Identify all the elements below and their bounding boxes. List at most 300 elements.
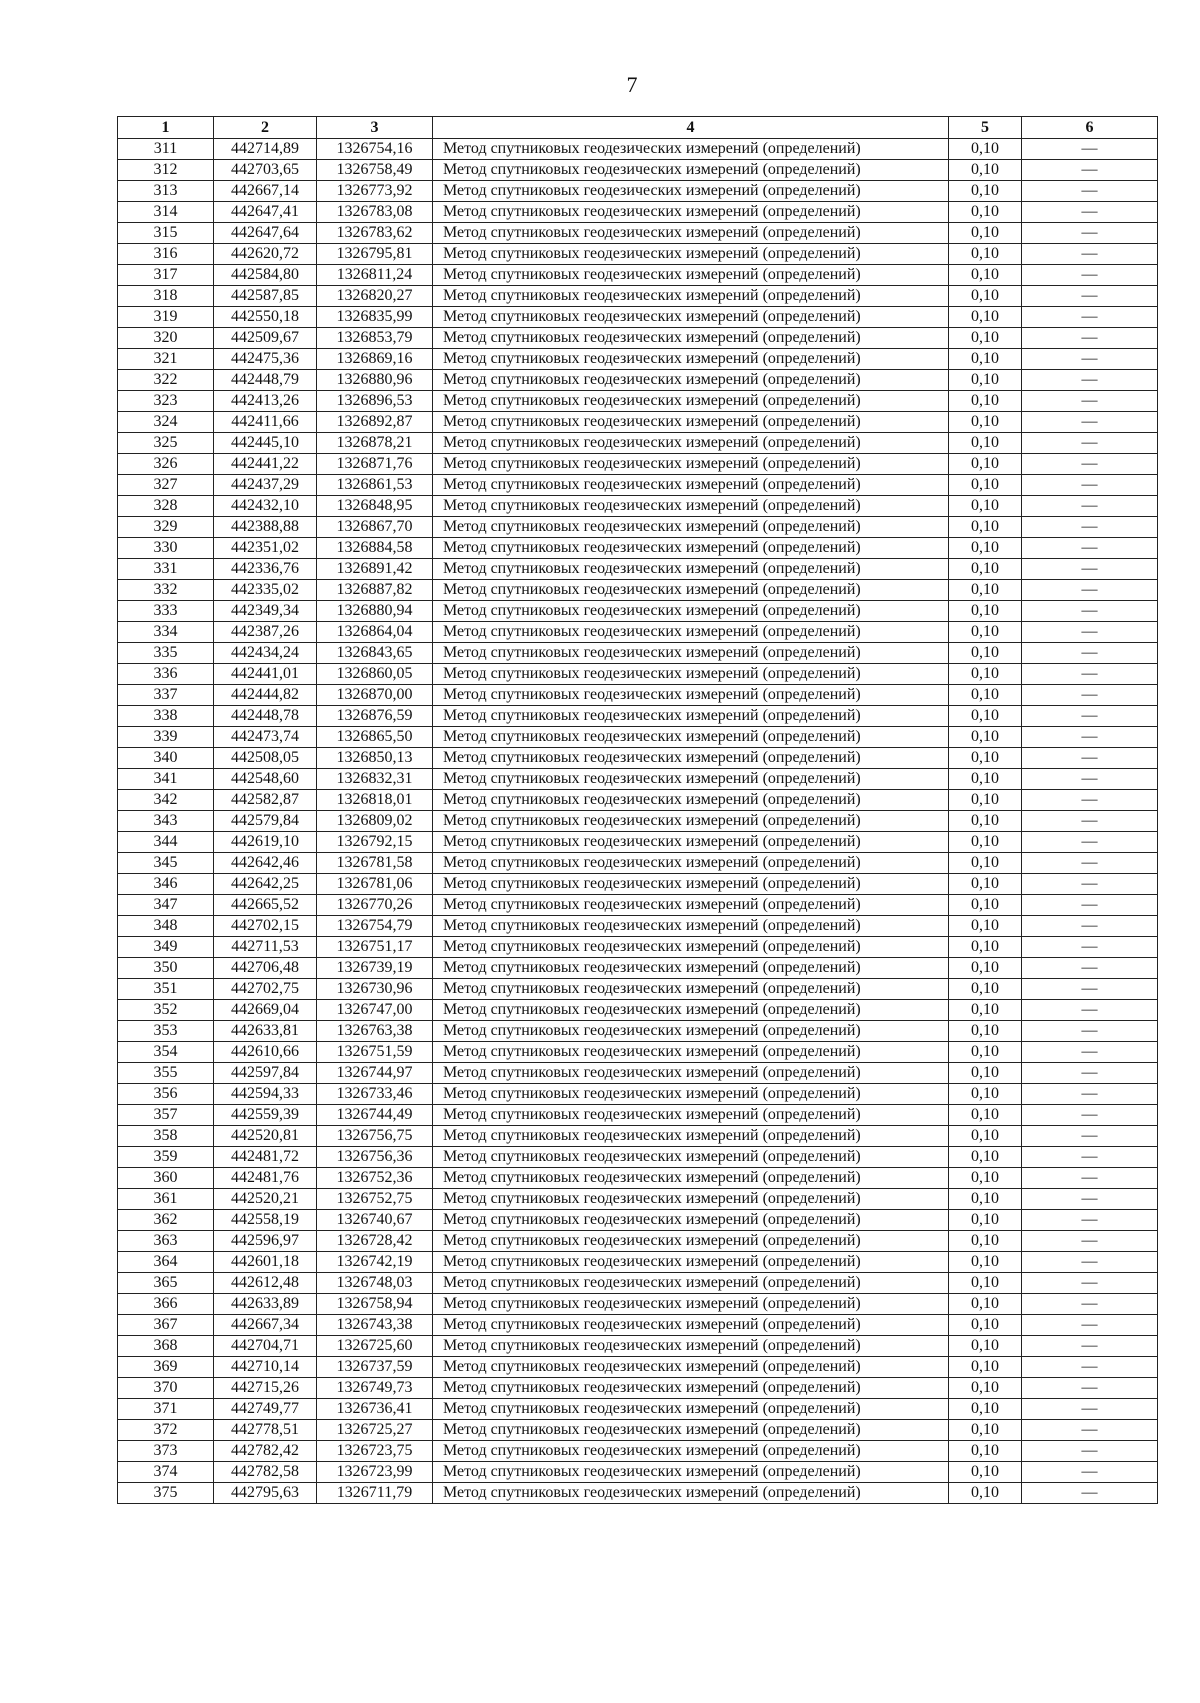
x-coordinate-cell: 442548,60 [214,769,317,790]
point-number-cell: 323 [118,391,214,412]
y-coordinate-cell: 1326754,16 [317,139,433,160]
table-row [118,1420,1158,1441]
description-cell: — [1022,475,1158,496]
method-cell: Метод спутниковых геодезических измерений (определений) [433,1336,949,1357]
column-header-3: 3 [317,117,433,139]
point-number-cell: 313 [118,181,214,202]
x-coordinate-cell: 442448,78 [214,706,317,727]
table-row [118,307,1158,328]
x-coordinate-cell: 442509,67 [214,328,317,349]
precision-cell: 0,10 [949,454,1022,475]
method-cell: Метод спутниковых геодезических измерений (определений) [433,706,949,727]
table-row [118,853,1158,874]
x-coordinate-cell: 442642,46 [214,853,317,874]
description-cell: — [1022,1273,1158,1294]
table-row [118,1147,1158,1168]
description-cell: — [1022,895,1158,916]
point-number-cell: 357 [118,1105,214,1126]
precision-cell: 0,10 [949,622,1022,643]
table-row [118,538,1158,559]
description-cell: — [1022,622,1158,643]
method-cell: Метод спутниковых геодезических измерений (определений) [433,475,949,496]
y-coordinate-cell: 1326860,05 [317,664,433,685]
description-cell: — [1022,160,1158,181]
point-number-cell: 314 [118,202,214,223]
precision-cell: 0,10 [949,265,1022,286]
x-coordinate-cell: 442432,10 [214,496,317,517]
point-number-cell: 358 [118,1126,214,1147]
y-coordinate-cell: 1326747,00 [317,1000,433,1021]
method-cell: Метод спутниковых геодезических измерений (определений) [433,139,949,160]
method-cell: Метод спутниковых геодезических измерений (определений) [433,916,949,937]
point-number-cell: 334 [118,622,214,643]
description-cell: — [1022,1357,1158,1378]
table-row [118,265,1158,286]
description-cell: — [1022,1021,1158,1042]
y-coordinate-cell: 1326728,42 [317,1231,433,1252]
point-number-cell: 374 [118,1462,214,1483]
point-number-cell: 375 [118,1483,214,1504]
description-cell: — [1022,979,1158,1000]
x-coordinate-cell: 442706,48 [214,958,317,979]
y-coordinate-cell: 1326748,03 [317,1273,433,1294]
point-number-cell: 371 [118,1399,214,1420]
table-row [118,1126,1158,1147]
y-coordinate-cell: 1326820,27 [317,286,433,307]
y-coordinate-cell: 1326733,46 [317,1084,433,1105]
y-coordinate-cell: 1326795,81 [317,244,433,265]
method-cell: Метод спутниковых геодезических измерений (определений) [433,601,949,622]
description-cell: — [1022,1483,1158,1504]
description-cell: — [1022,1399,1158,1420]
description-cell: — [1022,727,1158,748]
point-number-cell: 348 [118,916,214,937]
column-header-2: 2 [214,117,317,139]
method-cell: Метод спутниковых геодезических измерений (определений) [433,1231,949,1252]
method-cell: Метод спутниковых геодезических измерений (определений) [433,286,949,307]
x-coordinate-cell: 442349,34 [214,601,317,622]
point-number-cell: 336 [118,664,214,685]
description-cell: — [1022,307,1158,328]
point-number-cell: 317 [118,265,214,286]
x-coordinate-cell: 442559,39 [214,1105,317,1126]
description-cell: — [1022,328,1158,349]
table-row [118,1000,1158,1021]
description-cell: — [1022,853,1158,874]
table-row [118,139,1158,160]
description-cell: — [1022,181,1158,202]
precision-cell: 0,10 [949,1378,1022,1399]
method-cell: Метод спутниковых геодезических измерений (определений) [433,979,949,1000]
precision-cell: 0,10 [949,1294,1022,1315]
point-number-cell: 347 [118,895,214,916]
y-coordinate-cell: 1326758,94 [317,1294,433,1315]
table-row [118,391,1158,412]
x-coordinate-cell: 442642,25 [214,874,317,895]
y-coordinate-cell: 1326756,36 [317,1147,433,1168]
description-cell: — [1022,1336,1158,1357]
method-cell: Метод спутниковых геодезических измерений (определений) [433,790,949,811]
description-cell: — [1022,1441,1158,1462]
y-coordinate-cell: 1326896,53 [317,391,433,412]
x-coordinate-cell: 442587,85 [214,286,317,307]
point-number-cell: 354 [118,1042,214,1063]
description-cell: — [1022,1462,1158,1483]
method-cell: Метод спутниковых геодезических измерений (определений) [433,1294,949,1315]
point-number-cell: 342 [118,790,214,811]
y-coordinate-cell: 1326752,36 [317,1168,433,1189]
point-number-cell: 353 [118,1021,214,1042]
point-number-cell: 359 [118,1147,214,1168]
description-cell: — [1022,1189,1158,1210]
x-coordinate-cell: 442437,29 [214,475,317,496]
table-row [118,559,1158,580]
precision-cell: 0,10 [949,874,1022,895]
method-cell: Метод спутниковых геодезических измерений (определений) [433,202,949,223]
method-cell: Метод спутниковых геодезических измерений (определений) [433,1378,949,1399]
description-cell: — [1022,1147,1158,1168]
point-number-cell: 316 [118,244,214,265]
method-cell: Метод спутниковых геодезических измерений (определений) [433,1399,949,1420]
method-cell: Метод спутниковых геодезических измерений (определений) [433,454,949,475]
precision-cell: 0,10 [949,1084,1022,1105]
point-number-cell: 321 [118,349,214,370]
x-coordinate-cell: 442665,52 [214,895,317,916]
description-cell: — [1022,916,1158,937]
precision-cell: 0,10 [949,937,1022,958]
method-cell: Метод спутниковых геодезических измерений (определений) [433,160,949,181]
method-cell: Метод спутниковых геодезических измерений (определений) [433,559,949,580]
x-coordinate-cell: 442782,58 [214,1462,317,1483]
table-row [118,685,1158,706]
precision-cell: 0,10 [949,916,1022,937]
point-number-cell: 337 [118,685,214,706]
precision-cell: 0,10 [949,1462,1022,1483]
point-number-cell: 322 [118,370,214,391]
y-coordinate-cell: 1326884,58 [317,538,433,559]
point-number-cell: 341 [118,769,214,790]
y-coordinate-cell: 1326850,13 [317,748,433,769]
method-cell: Метод спутниковых геодезических измерений (определений) [433,223,949,244]
x-coordinate-cell: 442667,14 [214,181,317,202]
description-cell: — [1022,349,1158,370]
precision-cell: 0,10 [949,1105,1022,1126]
method-cell: Метод спутниковых геодезических измерений (определений) [433,811,949,832]
x-coordinate-cell: 442669,04 [214,1000,317,1021]
precision-cell: 0,10 [949,979,1022,1000]
table-row [118,475,1158,496]
table-row [118,1252,1158,1273]
x-coordinate-cell: 442702,15 [214,916,317,937]
table-row [118,181,1158,202]
y-coordinate-cell: 1326781,06 [317,874,433,895]
description-cell: — [1022,1231,1158,1252]
point-number-cell: 340 [118,748,214,769]
x-coordinate-cell: 442351,02 [214,538,317,559]
method-cell: Метод спутниковых геодезических измерений (определений) [433,1084,949,1105]
description-cell: — [1022,643,1158,664]
method-cell: Метод спутниковых геодезических измерений (определений) [433,1021,949,1042]
description-cell: — [1022,223,1158,244]
point-number-cell: 364 [118,1252,214,1273]
point-number-cell: 326 [118,454,214,475]
point-number-cell: 327 [118,475,214,496]
y-coordinate-cell: 1326853,79 [317,328,433,349]
method-cell: Метод спутниковых геодезических измерений (определений) [433,1357,949,1378]
y-coordinate-cell: 1326891,42 [317,559,433,580]
description-cell: — [1022,958,1158,979]
table-row [118,1210,1158,1231]
point-number-cell: 333 [118,601,214,622]
x-coordinate-cell: 442481,76 [214,1168,317,1189]
point-number-cell: 328 [118,496,214,517]
x-coordinate-cell: 442413,26 [214,391,317,412]
table-row [118,1084,1158,1105]
table-row [118,1399,1158,1420]
table-row [118,643,1158,664]
precision-cell: 0,10 [949,160,1022,181]
precision-cell: 0,10 [949,727,1022,748]
table-row [118,433,1158,454]
point-number-cell: 319 [118,307,214,328]
description-cell: — [1022,580,1158,601]
point-number-cell: 312 [118,160,214,181]
x-coordinate-cell: 442336,76 [214,559,317,580]
table-row [118,1315,1158,1336]
precision-cell: 0,10 [949,286,1022,307]
method-cell: Метод спутниковых геодезических измерений (определений) [433,1000,949,1021]
table-row [118,412,1158,433]
y-coordinate-cell: 1326835,99 [317,307,433,328]
method-cell: Метод спутниковых геодезических измерений (определений) [433,391,949,412]
method-cell: Метод спутниковых геодезических измерений (определений) [433,412,949,433]
point-number-cell: 346 [118,874,214,895]
x-coordinate-cell: 442612,48 [214,1273,317,1294]
y-coordinate-cell: 1326711,79 [317,1483,433,1504]
method-cell: Метод спутниковых геодезических измерений (определений) [433,328,949,349]
point-number-cell: 356 [118,1084,214,1105]
description-cell: — [1022,706,1158,727]
description-cell: — [1022,139,1158,160]
precision-cell: 0,10 [949,1168,1022,1189]
description-cell: — [1022,769,1158,790]
precision-cell: 0,10 [949,475,1022,496]
point-number-cell: 330 [118,538,214,559]
method-cell: Метод спутниковых геодезических измерений (определений) [433,181,949,202]
precision-cell: 0,10 [949,559,1022,580]
column-header-5: 5 [949,117,1022,139]
precision-cell: 0,10 [949,1147,1022,1168]
description-cell: — [1022,1420,1158,1441]
description-cell: — [1022,1126,1158,1147]
y-coordinate-cell: 1326723,99 [317,1462,433,1483]
precision-cell: 0,10 [949,223,1022,244]
description-cell: — [1022,1315,1158,1336]
description-cell: — [1022,1252,1158,1273]
y-coordinate-cell: 1326887,82 [317,580,433,601]
precision-cell: 0,10 [949,1252,1022,1273]
precision-cell: 0,10 [949,685,1022,706]
table-row [118,916,1158,937]
table-row [118,937,1158,958]
point-number-cell: 331 [118,559,214,580]
description-cell: — [1022,790,1158,811]
table-row [118,664,1158,685]
page-number: 7 [626,72,638,97]
precision-cell: 0,10 [949,1483,1022,1504]
x-coordinate-cell: 442335,02 [214,580,317,601]
x-coordinate-cell: 442782,42 [214,1441,317,1462]
y-coordinate-cell: 1326758,49 [317,160,433,181]
table-row [118,706,1158,727]
precision-cell: 0,10 [949,1273,1022,1294]
y-coordinate-cell: 1326811,24 [317,265,433,286]
description-cell: — [1022,265,1158,286]
description-cell: — [1022,1294,1158,1315]
table-body [118,139,1158,1504]
description-cell: — [1022,559,1158,580]
x-coordinate-cell: 442619,10 [214,832,317,853]
point-number-cell: 372 [118,1420,214,1441]
x-coordinate-cell: 442795,63 [214,1483,317,1504]
x-coordinate-cell: 442441,22 [214,454,317,475]
point-number-cell: 315 [118,223,214,244]
precision-cell: 0,10 [949,349,1022,370]
description-cell: — [1022,1063,1158,1084]
x-coordinate-cell: 442778,51 [214,1420,317,1441]
method-cell: Метод спутниковых геодезических измерений (определений) [433,1189,949,1210]
precision-cell: 0,10 [949,1126,1022,1147]
header-row [118,117,1158,139]
table-row [118,727,1158,748]
y-coordinate-cell: 1326725,60 [317,1336,433,1357]
y-coordinate-cell: 1326736,41 [317,1399,433,1420]
table-row [118,601,1158,622]
table-row [118,895,1158,916]
x-coordinate-cell: 442448,79 [214,370,317,391]
y-coordinate-cell: 1326876,59 [317,706,433,727]
y-coordinate-cell: 1326832,31 [317,769,433,790]
table-row [118,1378,1158,1399]
table-row [118,832,1158,853]
y-coordinate-cell: 1326809,02 [317,811,433,832]
y-coordinate-cell: 1326869,16 [317,349,433,370]
description-cell: — [1022,1042,1158,1063]
table-row [118,160,1158,181]
y-coordinate-cell: 1326781,58 [317,853,433,874]
table-row [118,1441,1158,1462]
x-coordinate-cell: 442582,87 [214,790,317,811]
y-coordinate-cell: 1326783,08 [317,202,433,223]
y-coordinate-cell: 1326737,59 [317,1357,433,1378]
x-coordinate-cell: 442444,82 [214,685,317,706]
description-cell: — [1022,412,1158,433]
precision-cell: 0,10 [949,664,1022,685]
y-coordinate-cell: 1326773,92 [317,181,433,202]
y-coordinate-cell: 1326752,75 [317,1189,433,1210]
description-cell: — [1022,1210,1158,1231]
table-row [118,454,1158,475]
point-number-cell: 355 [118,1063,214,1084]
table-row [118,811,1158,832]
method-cell: Метод спутниковых геодезических измерений (определений) [433,496,949,517]
precision-cell: 0,10 [949,769,1022,790]
table-row [118,1042,1158,1063]
table-row [118,496,1158,517]
point-number-cell: 343 [118,811,214,832]
y-coordinate-cell: 1326723,75 [317,1441,433,1462]
point-number-cell: 335 [118,643,214,664]
precision-cell: 0,10 [949,832,1022,853]
point-number-cell: 369 [118,1357,214,1378]
precision-cell: 0,10 [949,1063,1022,1084]
method-cell: Метод спутниковых геодезических измерений (определений) [433,958,949,979]
method-cell: Метод спутниковых геодезических измерений (определений) [433,1063,949,1084]
precision-cell: 0,10 [949,328,1022,349]
method-cell: Метод спутниковых геодезических измерений (определений) [433,1252,949,1273]
y-coordinate-cell: 1326739,19 [317,958,433,979]
method-cell: Метод спутниковых геодезических измерений (определений) [433,937,949,958]
method-cell: Метод спутниковых геодезических измерений (определений) [433,664,949,685]
table-row [118,1168,1158,1189]
x-coordinate-cell: 442633,81 [214,1021,317,1042]
table-row [118,1357,1158,1378]
method-cell: Метод спутниковых геодезических измерений (определений) [433,1483,949,1504]
precision-cell: 0,10 [949,181,1022,202]
point-number-cell: 311 [118,139,214,160]
x-coordinate-cell: 442702,75 [214,979,317,1000]
description-cell: — [1022,454,1158,475]
point-number-cell: 338 [118,706,214,727]
method-cell: Метод спутниковых геодезических измерений (определений) [433,1420,949,1441]
precision-cell: 0,10 [949,1315,1022,1336]
y-coordinate-cell: 1326763,38 [317,1021,433,1042]
x-coordinate-cell: 442647,64 [214,223,317,244]
table-row [118,958,1158,979]
description-cell: — [1022,370,1158,391]
point-number-cell: 339 [118,727,214,748]
description-cell: — [1022,244,1158,265]
y-coordinate-cell: 1326770,26 [317,895,433,916]
precision-cell: 0,10 [949,895,1022,916]
column-header-1: 1 [118,117,214,139]
description-cell: — [1022,433,1158,454]
y-coordinate-cell: 1326871,76 [317,454,433,475]
table-row [118,790,1158,811]
x-coordinate-cell: 442584,80 [214,265,317,286]
description-cell: — [1022,202,1158,223]
table-row [118,1021,1158,1042]
description-cell: — [1022,1000,1158,1021]
table-row [118,1063,1158,1084]
precision-cell: 0,10 [949,748,1022,769]
point-number-cell: 324 [118,412,214,433]
point-number-cell: 320 [118,328,214,349]
method-cell: Метод спутниковых геодезических измерений (определений) [433,622,949,643]
table-row [118,1294,1158,1315]
point-number-cell: 352 [118,1000,214,1021]
x-coordinate-cell: 442703,65 [214,160,317,181]
x-coordinate-cell: 442473,74 [214,727,317,748]
method-cell: Метод спутниковых геодезических измерений (определений) [433,1210,949,1231]
x-coordinate-cell: 442715,26 [214,1378,317,1399]
y-coordinate-cell: 1326880,94 [317,601,433,622]
y-coordinate-cell: 1326867,70 [317,517,433,538]
method-cell: Метод спутниковых геодезических измерений (определений) [433,265,949,286]
method-cell: Метод спутниковых геодезических измерений (определений) [433,1105,949,1126]
precision-cell: 0,10 [949,706,1022,727]
x-coordinate-cell: 442610,66 [214,1042,317,1063]
